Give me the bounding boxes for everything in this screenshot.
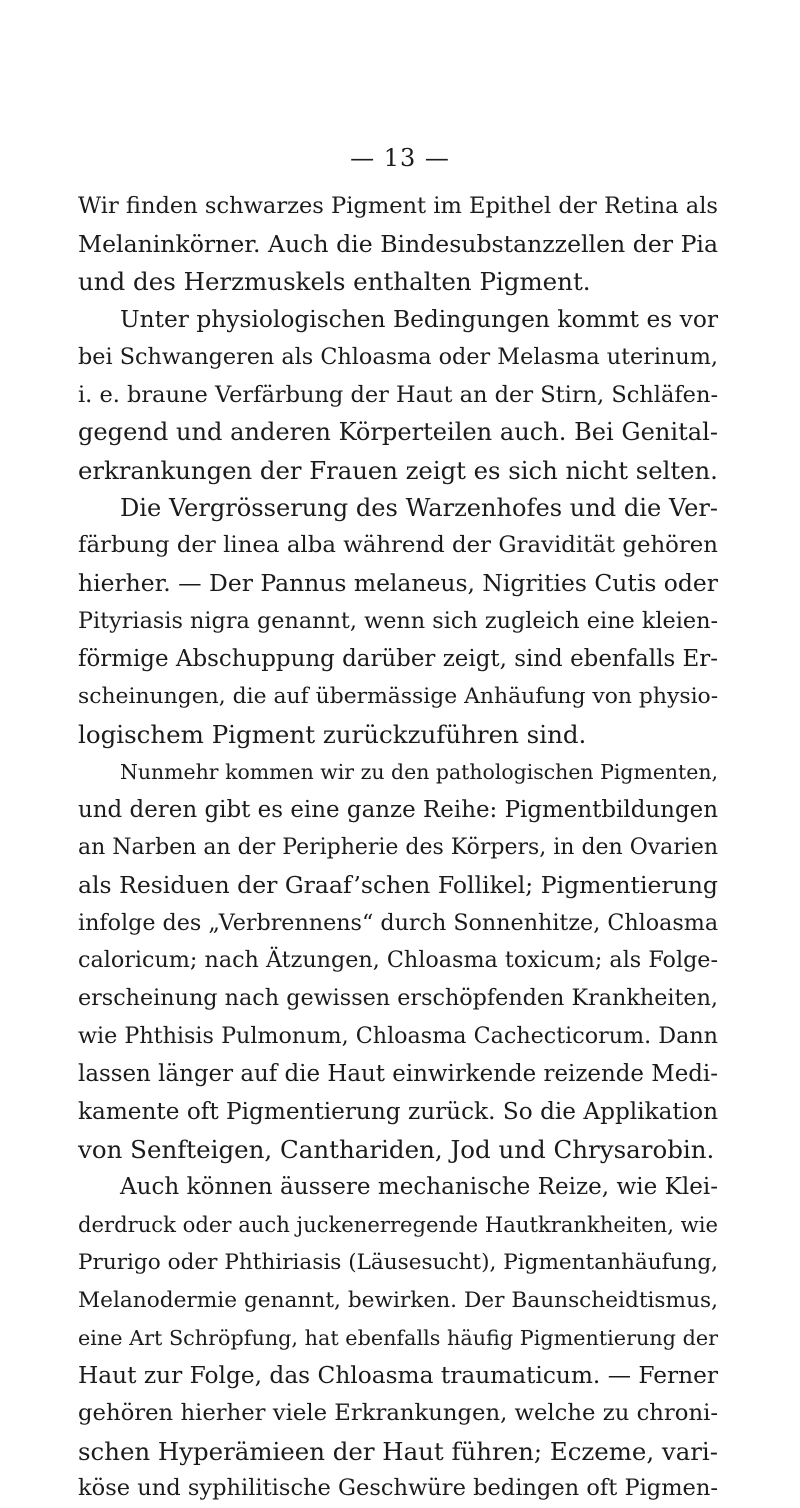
text-line: als Residuen der Graaf’schen Follikel; Pigmentierung (78, 870, 718, 899)
text-line: kamente oft Pigmentierung zurück. So die Applikation (78, 1098, 718, 1126)
text-line: an Narben an der Peripherie des Körpers, in den Ovarien (78, 835, 718, 861)
text-line: färbung der linea alba während der Gravidität gehören (78, 532, 718, 559)
text-line: erkrankungen der Frauen zeigt es sich nicht selten. (78, 456, 718, 486)
text-line: Auch können äussere mechanische Reize, wie Klei- (120, 1173, 718, 1200)
text-line: von Senfteigen, Canthariden, Jod und Chrysarobin. (78, 1134, 715, 1164)
text-line: Prurigo oder Phthiriasis (Läusesucht), Pigmentanhäufung, (78, 1250, 718, 1276)
text-line: eine Art Schröpfung, hat ebenfalls häufig Pigmentierung der (78, 1325, 718, 1350)
text-line: und des Herzmuskels enthalten Pigment. (78, 267, 591, 297)
body-text (78, 188, 718, 1508)
text-line: scheinungen, die auf übermässige Anhäufung von physio- (78, 684, 719, 710)
text-line: Melanodermie genannt, bewirken. Der Baunscheidtismus, (78, 1287, 718, 1313)
text-line: Haut zur Folge, das Chloasma traumaticum. — Ferner (78, 1362, 718, 1390)
text-line: und deren gibt es eine ganze Reihe: Pigmentbildungen (78, 796, 718, 823)
page-number-header: — 13 — (350, 144, 450, 172)
text-line: logischem Pigment zurückzuführen sind. (78, 720, 587, 750)
text-line: infolge des „Verbrennens“ durch Sonnenhitze, Chloasma (78, 909, 719, 936)
text-line: Unter physiologischen Bedingungen kommt es vor (120, 306, 718, 334)
text-line: förmige Abschuppung darüber zeigt, sind ebenfalls Er- (78, 645, 718, 672)
text-line: köse und syphilitische Geschwüre bedingen oft Pigmen- (78, 1475, 718, 1502)
text-line: gegend und anderen Körperteilen auch. Bei Genital- (78, 418, 718, 447)
text-line: bei Schwangeren als Chloasma oder Melasma uterinum, (78, 343, 718, 370)
text-line: hierher. — Der Pannus melaneus, Nigrities Cutis oder (78, 569, 718, 598)
text-line: erscheinung nach gewissen erschöpfenden Krankheiten, (78, 985, 718, 1012)
text-line: Die Vergrösserung des Warzenhofes und die Ver- (120, 493, 718, 522)
text-line: i. e. braune Verfärbung der Haut an der Stirn, Schläfen- (78, 381, 719, 408)
text-line: caloricum; nach Ätzungen, Chloasma toxicum; als Folge- (78, 947, 718, 974)
text-line: Melaninkörner. Auch die Bindesubstanzzellen der Pia (78, 229, 718, 258)
text-line: Pityriasis nigra genannt, wenn sich zugleich eine kleien- (78, 607, 718, 634)
text-line: Wir finden schwarzes Pigment im Epithel der Retina als (78, 193, 718, 219)
text-line: derdruck oder auch juckenerregende Hautkrankheiten, wie (78, 1212, 718, 1238)
text-line: lassen länger auf die Haut einwirkende reizende Medi- (78, 1060, 718, 1087)
text-line: schen Hyperämieen der Haut führen; Eczeme, vari- (78, 1436, 718, 1466)
text-line: gehören hierher viele Erkrankungen, welche zu chroni- (78, 1400, 718, 1426)
text-line: Nunmehr kommen wir zu den pathologischen Pigmenten, (120, 759, 718, 784)
text-line: wie Phthisis Pulmonum, Chloasma Cachecticorum. Dann (78, 1022, 718, 1049)
